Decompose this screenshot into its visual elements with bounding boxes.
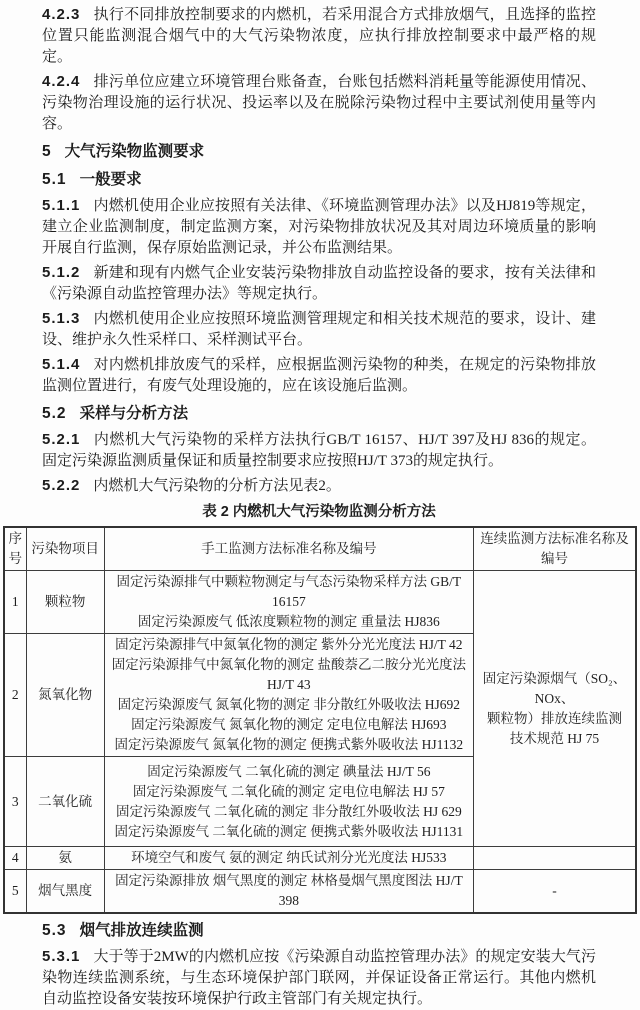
seq-cell: 1	[4, 571, 26, 634]
clause-number: 5.1.2	[42, 264, 81, 281]
col-header-pollutant: 污染物项目	[26, 527, 104, 571]
clause-text: 排污单位应建立环境管理台账备查，台账包括燃料消耗量等能源使用情况、污染物治理设施的运行状况、投运率以及在脱除污染物过程中主要试剂使用量等内容。	[42, 74, 596, 132]
section-number: 5.3	[42, 922, 67, 939]
table-header-row	[4, 527, 636, 571]
method-line: 固定污染源排气中颗粒物测定与气态污染物采样方法 GB/T 16157	[116, 574, 462, 609]
section-number: 5	[42, 143, 52, 160]
method-line: 环境空气和废气 氨的测定 纳氏试剂分光光度法 HJ533	[131, 850, 447, 865]
clause-4-2-3	[42, 4, 596, 68]
clause-text: 大于等于2MW的内燃机应按《污染源自动监控管理办法》的规定安装大气污染物连续监测系统，与生态环境保护部门联网，并保证设备正常运行。其他内燃机自动监控设备安装按环境保护行政主管部门有关规定执行。	[42, 949, 596, 1007]
seq-cell: 4	[4, 847, 26, 870]
method-line: 固定污染源废气 二氧化硫的测定 便携式紫外吸收法 HJ1131	[114, 823, 464, 839]
table-row-ammonia	[4, 847, 636, 870]
method-line: 固定污染源排气中氮氧化物的测定 盐酸萘乙二胺分光光度法 HJ/T 43	[111, 657, 467, 692]
manual-methods-cell	[104, 571, 473, 634]
manual-methods-cell	[104, 870, 473, 914]
method-line: 固定污染源排放 烟气黑度的测定 林格曼烟气黑度图法 HJ/T 398	[115, 873, 463, 908]
section-title: 采样与分析方法	[79, 405, 189, 422]
pollutant-cell: 二氧化硫	[26, 757, 104, 847]
col-header-manual-method: 手工监测方法标准名称及编号	[104, 527, 473, 571]
seq-cell: 2	[4, 634, 26, 757]
clause-number: 5.3.1	[42, 948, 81, 965]
clause-number: 5.1.3	[42, 310, 81, 327]
clause-5-2-1	[42, 429, 596, 472]
clause-number: 5.2.2	[42, 477, 81, 494]
clause-text: 内燃机大气污染物的采样方法执行GB/T 16157、HJ/T 397及HJ 836的规定。固定污染源监测质量保证和质量控制要求应按照HJ/T 373的规定执行。	[42, 432, 596, 469]
section-heading-5	[42, 141, 596, 163]
clause-5-1-1	[42, 195, 596, 259]
section-heading-5-1	[42, 169, 596, 191]
continuous-method-line: 固定污染源烟气（SO₂、NOx、	[482, 670, 627, 706]
method-line: 固定污染源废气 氮氧化物的测定 非分散红外吸收法 HJ692	[117, 697, 461, 712]
table-row-smoke-blackness	[4, 870, 636, 914]
clause-text: 执行不同排放控制要求的内燃机，若采用混合方式排放烟气，且选择的监控位置只能监测混合烟气中的大气污染物浓度，应执行排放控制要求中最严格的规定。	[42, 7, 596, 65]
clause-number: 5.1.4	[42, 356, 81, 373]
method-line: 固定污染源废气 氮氧化物的测定 便携式紫外吸收法 HJ1132	[114, 737, 464, 752]
manual-methods-cell	[104, 847, 473, 870]
monitoring-methods-table	[3, 526, 637, 914]
manual-methods-cell	[104, 634, 473, 757]
clause-text: 新建和现有内燃气企业安装污染物排放自动监控设备的要求，按有关法律和《污染源自动监控管理办法》等规定执行。	[42, 265, 596, 302]
continuous-method-line: 颗粒物）排放连续监测	[486, 710, 622, 726]
method-line: 固定污染源排气中氮氧化物的测定 紫外分光光度法 HJ/T 42	[115, 637, 463, 652]
clause-text: 内燃机使用企业应按照有关法律、《环境监测管理办法》以及HJ819等规定，建立企业监测制度，制定监测方案，对污染物排放状况及其对周边环境质量的影响开展自行监测，保存原始监测记录，并公布监测结果。	[42, 198, 596, 256]
method-line: 固定污染源废气 低浓度颗粒物的测定 重量法 HJ836	[137, 614, 440, 629]
pollutant-cell: 烟气黑度	[26, 870, 104, 914]
clause-5-3-1	[42, 946, 596, 1010]
continuous-method-cell-empty	[473, 847, 636, 870]
pollutant-cell: 氮氧化物	[26, 634, 104, 757]
continuous-method-cell-dash: -	[473, 870, 636, 914]
seq-cell: 5	[4, 870, 26, 914]
clause-5-1-2	[42, 262, 596, 305]
continuous-method-line: 技术规范 HJ 75	[509, 730, 600, 746]
section-heading-5-3	[42, 920, 596, 942]
seq-cell: 3	[4, 757, 26, 847]
clause-number: 5.2.1	[42, 431, 81, 448]
method-line: 固定污染源废气 二氧化硫的测定 定电位电解法 HJ 57	[132, 783, 445, 799]
clause-text: 内燃机使用企业应按照环境监测管理规定和相关技术规范的要求，设计、建设、维护永久性采样口、采样测试平台。	[42, 311, 596, 348]
section-number: 5.1	[42, 171, 67, 188]
clause-5-1-3	[42, 308, 596, 351]
clause-number: 4.2.3	[42, 6, 81, 23]
section-title: 烟气排放连续监测	[79, 922, 204, 939]
table-row-particulate	[4, 571, 636, 634]
table-title: 表 2 内燃机大气污染物监测分析方法	[202, 504, 436, 520]
method-line: 固定污染源废气 氮氧化物的测定 定电位电解法 HJ693	[131, 717, 447, 732]
col-header-seq: 序号	[4, 527, 26, 571]
pollutant-cell: 颗粒物	[26, 571, 104, 634]
clause-text: 内燃机大气污染物的分析方法见表2。	[93, 478, 341, 494]
section-number: 5.2	[42, 405, 67, 422]
continuous-method-cell	[473, 571, 636, 847]
section-title: 一般要求	[79, 171, 142, 188]
col-header-continuous-method: 连续监测方法标准名称及编号	[473, 527, 636, 571]
section-title: 大气污染物监测要求	[64, 143, 205, 160]
clause-5-2-2	[42, 475, 596, 497]
clause-text: 对内燃机排放废气的采样，应根据监测污染物的种类，在规定的污染物排放监测位置进行，有废气处理设施的，应在该设施后监测。	[42, 357, 596, 394]
clause-number: 4.2.4	[42, 73, 81, 90]
clause-5-1-4	[42, 354, 596, 397]
clause-4-2-4	[42, 71, 596, 135]
section-heading-5-2	[42, 403, 596, 425]
table-2-wrapper	[3, 526, 637, 914]
clause-number: 5.1.1	[42, 197, 81, 214]
pollutant-cell: 氨	[26, 847, 104, 870]
method-line: 固定污染源废气 二氧化硫的测定 碘量法 HJ/T 56	[147, 763, 431, 779]
method-line: 固定污染源废气 二氧化硫的测定 非分散红外吸收法 HJ 629	[115, 803, 462, 819]
manual-methods-cell	[104, 757, 473, 847]
